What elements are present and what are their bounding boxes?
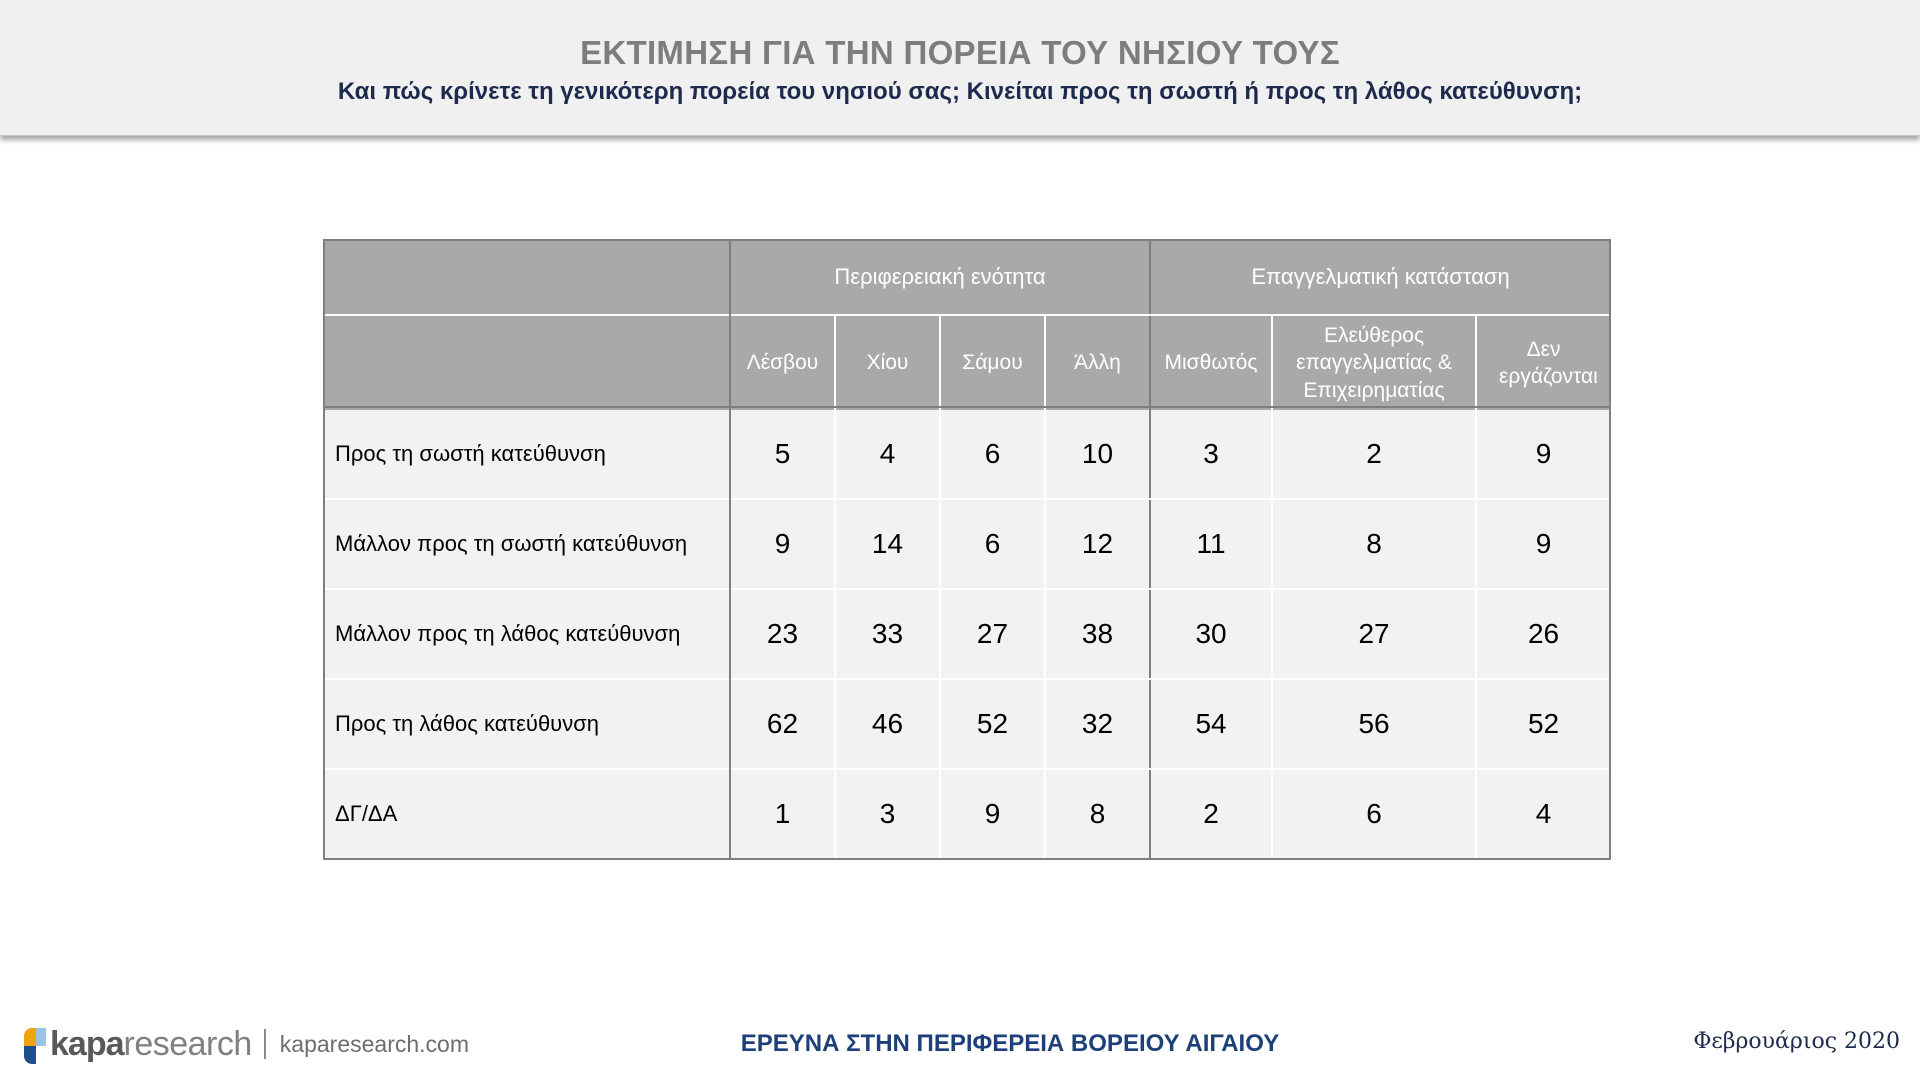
column-header-row [324,315,1610,410]
table-cell: 27 [1272,589,1476,679]
page-subtitle: Και πώς κρίνετε τη γενικότερη πορεία του νησιού σας; Κινείται προς τη σωστή ή προς τη λάθος κατεύθυνση; [337,78,1583,105]
table-row [324,499,1610,589]
row-label: Μάλλον προς τη σωστή κατεύθυνση [324,499,730,589]
table-cell: 12 [1045,499,1150,589]
table-cell: 14 [835,499,940,589]
table-cell: 26 [1476,589,1610,679]
table-cell: 3 [1150,410,1272,499]
survey-date: Φεβρουάριος 2020 [1693,1029,1900,1054]
table-cell: 27 [940,589,1045,679]
table-cell: 2 [1272,410,1476,499]
table-row [324,679,1610,769]
column-header-other: Άλλη [1045,315,1150,410]
table-cell: 4 [835,410,940,499]
table-cell: 9 [1476,410,1610,499]
table-cell: 38 [1045,589,1150,679]
row-label: Προς τη λάθος κατεύθυνση [324,679,730,769]
table-cell: 11 [1150,499,1272,589]
row-label: Μάλλον προς τη λάθος κατεύθυνση [324,589,730,679]
group-header-employment: Επαγγελματική κατάσταση [1150,240,1610,315]
brand-name-bold: kapa [50,1024,124,1063]
table-row [324,589,1610,679]
column-header-samos: Σάμου [940,315,1045,410]
header-corner-top [324,240,730,315]
table-row [324,410,1610,499]
table-cell: 56 [1272,679,1476,769]
table-cell: 1 [730,769,835,858]
column-header-self-employed: Ελεύθερος επαγγελματίας & Επιχειρηματίας [1272,315,1476,410]
table-cell: 9 [1476,499,1610,589]
page-title: ΕΚΤΙΜΗΣΗ ΓΙΑ ΤΗΝ ΠΟΡΕΙΑ ΤΟΥ ΝΗΣΙΟΥ ΤΟΥΣ [580,34,1340,71]
results-table [324,240,1610,858]
row-label: Προς τη σωστή κατεύθυνση [324,410,730,499]
column-header-employee: Μισθωτός [1150,315,1272,410]
group-header-row [324,240,1610,315]
column-header-lesvos: Λέσβου [730,315,835,410]
group-header-region: Περιφερειακή ενότητα [730,240,1150,315]
table-cell: 2 [1150,769,1272,858]
table-cell: 8 [1045,769,1150,858]
row-label: ΔΓ/ΔΑ [324,769,730,858]
table-cell: 6 [1272,769,1476,858]
table-cell: 46 [835,679,940,769]
table-cell: 9 [940,769,1045,858]
table-cell: 9 [730,499,835,589]
table-cell: 5 [730,410,835,499]
table-cell: 4 [1476,769,1610,858]
table-cell: 8 [1272,499,1476,589]
table-cell: 10 [1045,410,1150,499]
brand-url: kaparesearch.com [279,1030,469,1057]
table-cell: 6 [940,410,1045,499]
table-cell: 32 [1045,679,1150,769]
table-cell: 30 [1150,589,1272,679]
brand-name-light: research [123,1024,252,1063]
table-cell: 52 [1476,679,1610,769]
table-cell: 52 [940,679,1045,769]
table-cell: 3 [835,769,940,858]
table-row [324,769,1610,858]
column-header-not-working: Δεν εργάζονται [1476,315,1610,410]
header-corner-bottom [324,315,730,410]
table-cell: 33 [835,589,940,679]
column-header-chios: Χίου [835,315,940,410]
header-banner [0,0,1920,136]
table-cell: 6 [940,499,1045,589]
table-cell: 54 [1150,679,1272,769]
table-cell: 62 [730,679,835,769]
table-cell: 23 [730,589,835,679]
survey-caption: ΕΡΕΥΝΑ ΣΤΗΝ ΠΕΡΙΦΕΡΕΙΑ ΒΟΡΕΙΟΥ ΑΙΓΑΙΟΥ [740,1030,1280,1057]
